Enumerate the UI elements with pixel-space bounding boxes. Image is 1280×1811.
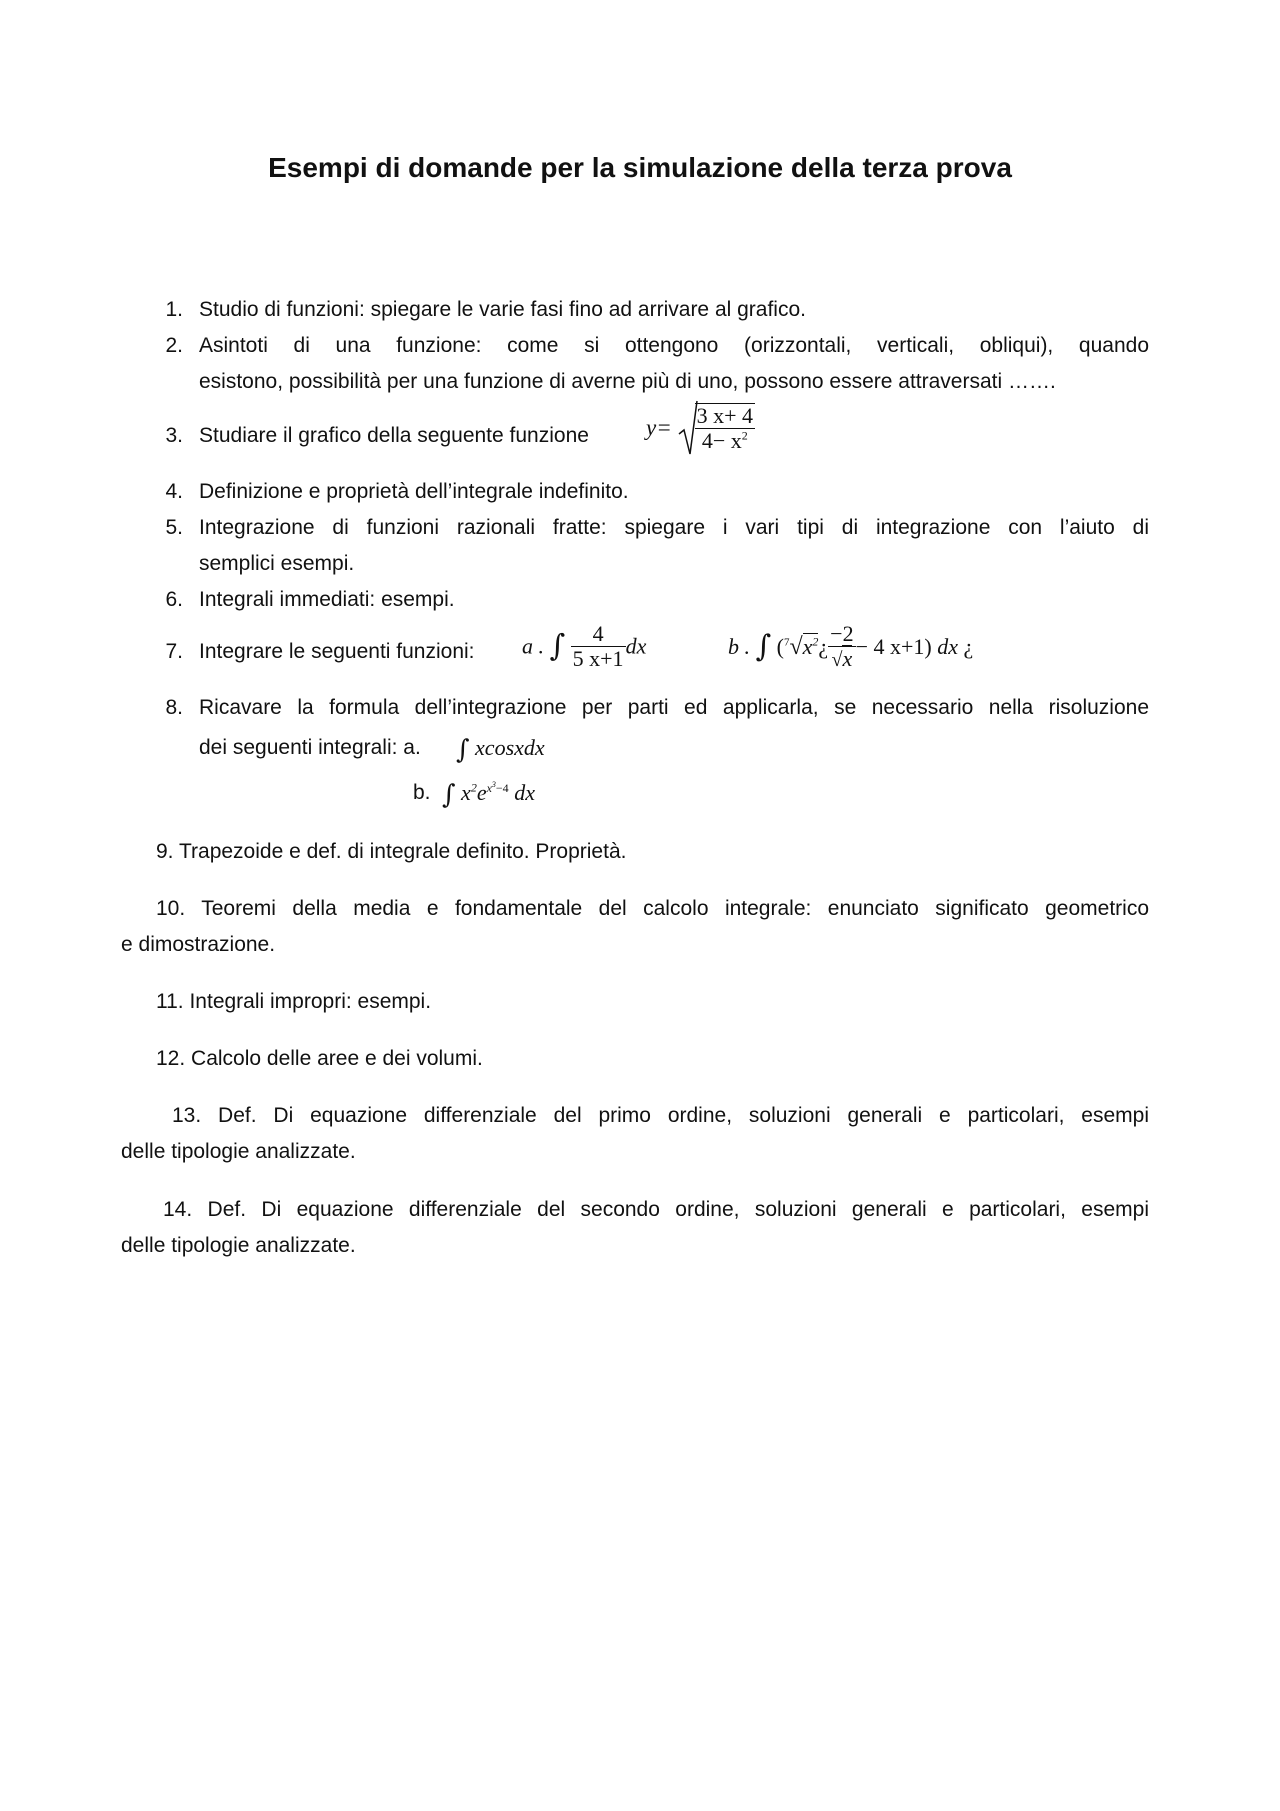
item-8-b-label: b. <box>413 781 431 804</box>
formula-b-dx: dx <box>937 634 958 659</box>
root-index: 7 <box>783 636 790 649</box>
formula-b-tail: − 4 x+1) <box>855 634 932 659</box>
item-8-formula-b <box>442 775 535 813</box>
item-14-line-1: 14. Def. Di equazione differenziale del secondo ordine, soluzioni generali e particolari, esempi <box>163 1198 1149 1221</box>
item-12-text: 12. Calcolo delle aree e dei volumi. <box>156 1047 483 1070</box>
formula-a-dx: dx <box>625 633 647 659</box>
sqrt-fraction <box>695 403 755 453</box>
open-paren: ( <box>776 634 784 659</box>
item-5-number: 5. <box>165 516 183 539</box>
item-4-text: Definizione e proprietà dell’integrale indefinito. <box>199 480 629 503</box>
item-2-number: 2. <box>165 334 183 357</box>
item-8-line-2: dei seguenti integrali: a. <box>199 736 421 759</box>
item-11-text: 11. Integrali impropri: esempi. <box>156 990 432 1013</box>
e-exponent-power: 3 <box>491 779 496 789</box>
item-6-text: Integrali immediati: esempi. <box>199 588 455 611</box>
sqrt-radicand: x <box>842 646 853 671</box>
radical-sign: √ <box>789 634 803 660</box>
formula-a-numerator: 4 <box>571 622 626 647</box>
item-3-formula <box>646 400 755 456</box>
fraction-numerator: 3 x+ 4 <box>696 403 753 428</box>
item-13-line-2: delle tipologie analizzate. <box>121 1140 356 1163</box>
radicand-exponent: 2 <box>812 634 819 649</box>
item-6-number: 6. <box>165 588 183 611</box>
page-title: Esempi di domande per la simulazione della terza prova <box>268 152 1012 183</box>
integral-sign: ∫ <box>549 628 566 664</box>
x-exponent: 2 <box>470 780 477 795</box>
formula-b-x: x <box>461 780 471 805</box>
seventh-root <box>784 634 818 659</box>
item-7-text: Integrare le seguenti funzioni: <box>199 640 475 663</box>
item-3-text: Studiare il grafico della seguente funzione <box>199 424 589 447</box>
item-9-text: 9. Trapezoide e def. di integrale definito. Proprietà. <box>156 840 627 863</box>
integral-sign: ∫ <box>456 734 470 765</box>
formula-a-fraction <box>571 622 626 671</box>
item-8-formula-a <box>456 730 545 768</box>
sqrt-sign: √ <box>831 649 843 671</box>
formula-b-denominator <box>828 647 855 672</box>
formula-a-body: xcosxdx <box>475 735 545 760</box>
denominator-base: 4− x <box>701 428 742 453</box>
radicand-base: x <box>802 634 813 659</box>
item-8-number: 8. <box>165 696 183 719</box>
item-2-line-1: Asintoti di una funzione: come si ottengono (orizzontali, verticali, obliqui), quando <box>199 334 1149 357</box>
formula-b-label: b . <box>728 634 750 659</box>
integral-sign: ∫ <box>442 779 456 810</box>
e-exponent-tail: −4 <box>495 780 509 795</box>
integral-sign: ∫ <box>755 629 772 664</box>
formula-lhs: y= <box>646 415 672 440</box>
item-10-line-1: 10. Teoremi della media e fondamentale del calcolo integrale: enunciato significato geometrico <box>156 897 1149 920</box>
item-13-line-1: 13. Def. Di equazione differenziale del primo ordine, soluzioni generali e particolari, esempi <box>172 1104 1149 1127</box>
item-7-formula-b <box>728 622 973 672</box>
item-2-line-2: esistono, possibilità per una funzione di averne più di uno, possono essere attraversati ……. <box>199 370 1056 393</box>
formula-b-fraction <box>828 622 855 672</box>
item-5-line-1: Integrazione di funzioni razionali fratte: spiegare i vari tipi di integrazione con l’aiuto di <box>199 516 1149 539</box>
item-14-line-2: delle tipologie analizzate. <box>121 1234 356 1257</box>
denominator-exponent: 2 <box>741 428 748 443</box>
formula-a-denominator: 5 x+1 <box>572 646 624 671</box>
item-1-number: 1. <box>165 298 183 321</box>
e-exponent-base: x <box>486 780 492 795</box>
formula-b-e: e <box>476 780 487 805</box>
formula-a-label: a . <box>522 633 544 659</box>
item-10-line-2: e dimostrazione. <box>121 933 276 956</box>
e-exponent <box>487 781 509 795</box>
item-5-line-2: semplici esempi. <box>199 552 355 575</box>
item-1-text: Studio di funzioni: spiegare le varie fasi fino ad arrivare al grafico. <box>199 298 806 321</box>
item-3-number: 3. <box>165 424 183 447</box>
formula-b-numerator: −2 <box>830 621 854 646</box>
fraction-denominator <box>695 429 755 453</box>
radicand <box>803 633 819 659</box>
formula-b-dx: dx <box>514 780 535 805</box>
item-8-line-1: Ricavare la formula dell’integrazione per parti ed applicarla, se necessario nella risoluzione <box>199 696 1149 719</box>
item-4-number: 4. <box>165 480 183 503</box>
inverted-question-mark: ¿ <box>818 634 829 659</box>
item-7-formula-a <box>522 622 646 671</box>
item-7-number: 7. <box>165 640 183 663</box>
trailing-inverted-question-mark: ¿ <box>963 634 974 659</box>
